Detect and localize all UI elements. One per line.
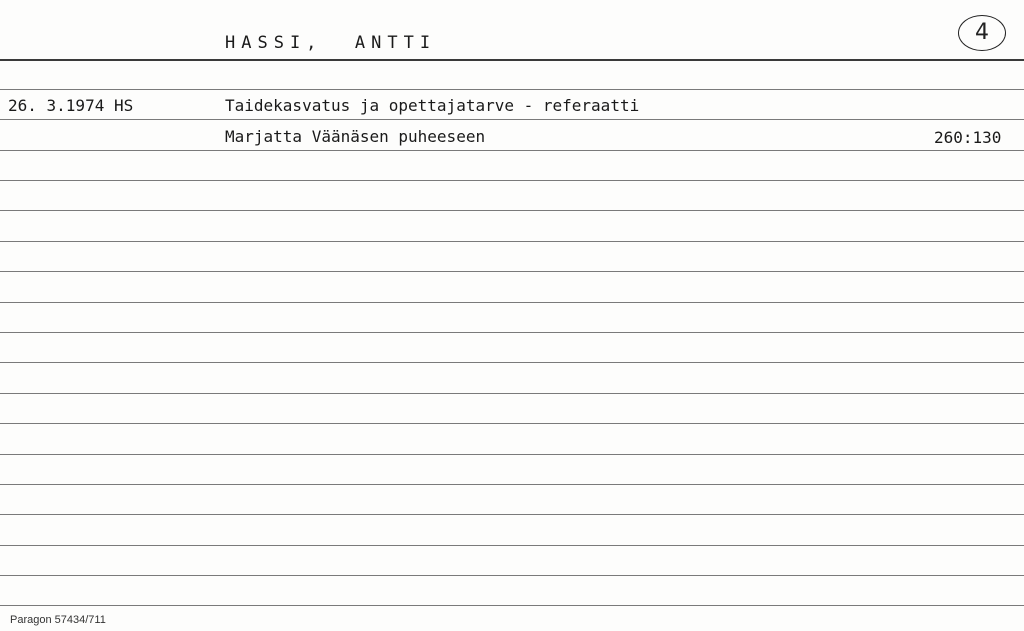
ruled-line (0, 575, 1024, 576)
ruled-line (0, 150, 1024, 151)
ruled-line (0, 271, 1024, 272)
ruled-line (0, 545, 1024, 546)
entry-date-source: 26. 3.1974 HS (8, 96, 134, 115)
ruled-line (0, 423, 1024, 424)
ruled-line (0, 362, 1024, 363)
ruled-line (0, 89, 1024, 90)
ruled-line (0, 302, 1024, 303)
ruled-line (0, 514, 1024, 515)
ruled-line (0, 484, 1024, 485)
ruled-line (0, 210, 1024, 211)
card-header-name: HASSI, ANTTI (225, 33, 437, 53)
ruled-line (0, 332, 1024, 333)
ruled-line (0, 454, 1024, 455)
card-footer-print: Paragon 57434/711 (10, 614, 106, 626)
ruled-line (0, 180, 1024, 181)
ruled-line (0, 241, 1024, 242)
ruled-line (0, 119, 1024, 120)
ruled-line (0, 393, 1024, 394)
entry-title-line-1: Taidekasvatus ja opettajatarve - referaatti (225, 96, 640, 115)
card-number-circle: 4 (958, 15, 1006, 51)
entry-title-line-2: Marjatta Väänäsen puheeseen (225, 127, 486, 146)
ruled-line (0, 605, 1024, 606)
entry-call-number: 260:130 (934, 128, 1002, 147)
header-rule (0, 59, 1024, 61)
